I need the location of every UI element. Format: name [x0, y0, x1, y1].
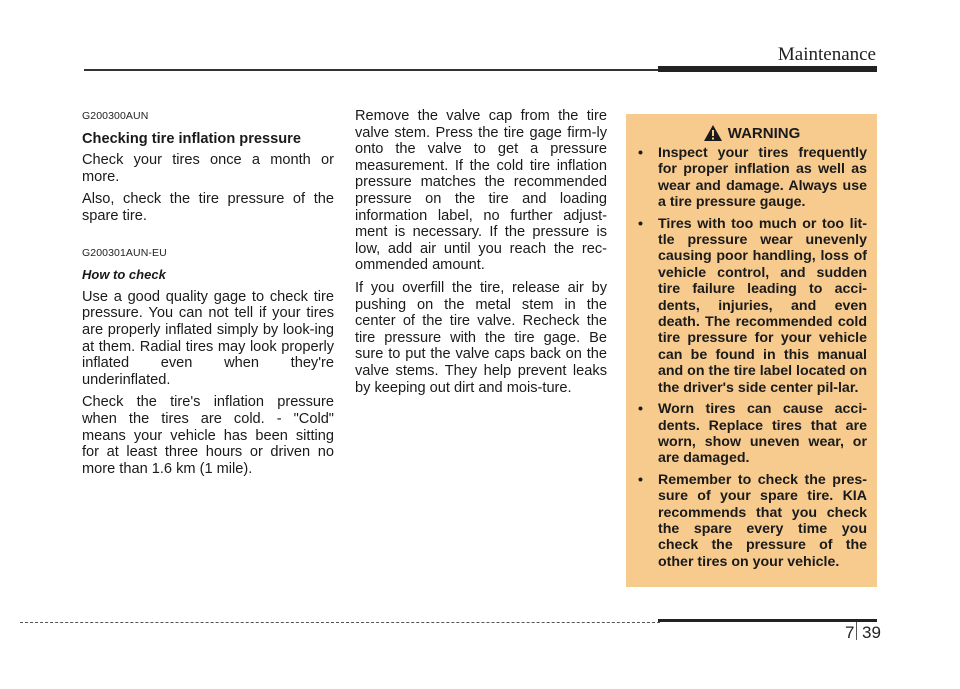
bullet: •: [638, 401, 643, 418]
warning-list: [636, 145, 867, 570]
footer-rule: [20, 622, 660, 623]
warning-item-text: Inspect your tires frequently for proper inflation as well as wear and damage. Always use a tire pressure gauge.: [658, 145, 867, 211]
paragraph: Also, check the tire pressure of the spare tire.: [82, 191, 334, 224]
warning-item: [636, 472, 867, 570]
paragraph: Use a good quality gage to check tire pressure. You can not tell if your tires are properly inflated simply by look-ing at them. Radial tires may look properly inflated even when they're underinflated.: [82, 288, 334, 388]
bullet: •: [638, 471, 643, 488]
paragraph: Remove the valve cap from the tire valve stem. Press the tire gage firm-ly onto the valve to get a pressure measurement. If the cold tire inflation pressure matches the recommended pressure on the tire and loading information label, no further adjust-ment is necessary. If the pressure is low, add air until you reach the rec-ommended amount.: [355, 108, 607, 274]
warning-item: [636, 145, 867, 211]
bullet: •: [638, 215, 643, 232]
subsection-heading: How to check: [82, 267, 166, 283]
warning-item-text: Worn tires can cause acci-dents. Replace tires that are worn, show uneven wear, or are damaged.: [658, 401, 867, 467]
paragraph: Check the tire's inflation pressure when the tires are cold. - "Cold" means your vehicle has been sitting for at least three hours or driven no more than 1.6 km (1 mile).: [82, 394, 334, 477]
middle-column: [355, 108, 607, 402]
warning-box: [626, 114, 877, 587]
section-title: Maintenance: [777, 44, 876, 65]
warning-item: [636, 216, 867, 396]
page-number-divider: [856, 622, 857, 640]
warning-title: WARNING: [727, 124, 801, 142]
warning-item-text: Tires with too much or too lit-tle pressure wear unevenly causing poor handling, loss of vehicle control, and sudden tire failure leading to acci-dents, injuries, and even death. The recommended cold tire pressure for your vehicle can be found in this manual and on the tire label located on the driver's side center pil-lar.: [658, 215, 867, 396]
bullet: •: [638, 145, 643, 161]
header-rule: [84, 69, 660, 71]
paragraph: If you overfill the tire, release air by pushing on the metal stem in the center of the tire valve. Recheck the tire pressure with the tire gage. Be sure to put the valve caps back on the valve stems. They help prevent leaks by keeping out dirt and mois-ture.: [355, 279, 607, 396]
warning-item: [636, 401, 867, 467]
paragraph: Check your tires once a month or more.: [82, 152, 334, 185]
footer-rule-accent: [658, 619, 877, 622]
section-code: G200301AUN-EU: [82, 246, 167, 259]
section-heading: Checking tire inflation pressure: [82, 130, 301, 147]
header-rule-accent: [658, 66, 877, 72]
left-column: [82, 108, 334, 483]
warning-item-text: Remember to check the pres-sure of your spare tire. KIA recommends that you check the spare every time you check the pressure of the other tires on your vehicle.: [658, 471, 867, 570]
warning-header: [636, 124, 867, 142]
warning-triangle-icon: [703, 124, 723, 142]
chapter-number: 7: [845, 623, 855, 642]
page-number: 39: [862, 623, 881, 642]
section-code: G200300AUN: [82, 110, 149, 122]
